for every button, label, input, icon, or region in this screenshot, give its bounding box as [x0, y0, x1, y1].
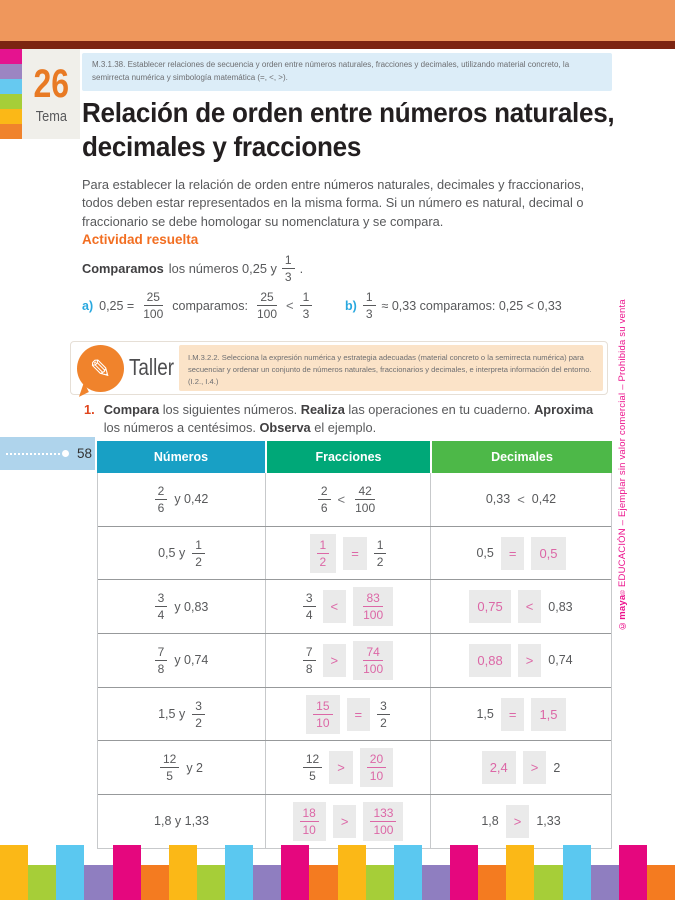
brand-name: ©maya	[617, 594, 628, 631]
table-row	[98, 527, 611, 581]
color-bar	[563, 845, 591, 900]
cell-fracciones	[265, 527, 430, 580]
color-bar	[197, 865, 225, 900]
color-bar	[141, 865, 169, 900]
fraction: $\frac{1}{2}$	[192, 539, 205, 568]
intro-paragraph: Para establecer la relación de orden entre números naturales, decimales y fraccionarios, todos deben estar representados en la misma forma. Si un número es natural, decimal o fraccionario se debe homologar su nomenclatura y se compara.	[82, 177, 585, 229]
color-bar	[591, 865, 619, 900]
solved-item-a	[82, 291, 312, 320]
fraction: $\frac{15}{10}$	[313, 700, 332, 729]
page-title	[82, 96, 614, 163]
answer-box: >	[333, 805, 357, 838]
color-square	[0, 109, 22, 124]
tema-label: Tema	[35, 107, 67, 125]
answer-box	[353, 587, 393, 626]
fraction: $\frac{1}{2}$	[374, 539, 387, 568]
fraction: $\frac{20}{10}$	[367, 753, 386, 782]
table-header-decimales: Decimales	[430, 441, 612, 473]
cell-numeros	[98, 741, 265, 794]
comparison-sign: <	[337, 491, 346, 507]
answer-box: =	[347, 698, 371, 731]
color-square	[0, 64, 22, 79]
exercise-text: Compara los siguientes números. Realiza las operaciones en tu cuaderno. Aproxima los números a centésimos. Observa el ejemplo.	[103, 402, 594, 436]
cell-text: 1,5	[476, 707, 494, 722]
cell-decimales	[430, 580, 611, 633]
cell-text: 1,5 y	[158, 707, 186, 722]
color-bar	[309, 865, 337, 900]
exercise-number: 1.	[84, 402, 95, 417]
cell-text: 0,74	[548, 653, 573, 668]
page-title-line2: decimales y fracciones	[82, 130, 362, 162]
answer-box: 1,5	[531, 698, 565, 731]
answer-box: 2,4	[482, 751, 516, 784]
lead-text: los números 0,25 y	[168, 261, 277, 276]
cell-decimales	[430, 527, 611, 580]
answer-box: <	[518, 590, 542, 623]
fraction: $\frac{12}{5}$	[160, 753, 179, 782]
table-body	[97, 473, 612, 849]
fraction: $\frac{18}{10}$	[300, 807, 319, 836]
item-a-eq: 0,25 =	[99, 298, 135, 313]
copyright-text: EDUCACIÓN – Ejemplar sin valor comercial – Prohibida su venta	[617, 299, 628, 588]
item-a-label: a)	[82, 298, 94, 313]
table-row	[98, 795, 611, 848]
item-b-rest: ≈ 0,33 comparamos: 0,25 < 0,33	[381, 298, 562, 313]
cell-fracciones	[265, 634, 430, 687]
color-bar	[338, 845, 366, 900]
decorative-bottom-bar	[0, 845, 675, 900]
answer-box	[293, 802, 326, 841]
cell-decimales	[430, 634, 611, 687]
top-banner-stripe	[0, 41, 675, 49]
copyright-sidebar	[617, 286, 628, 631]
color-square	[0, 79, 22, 94]
tema-number: 26	[33, 61, 69, 106]
cell-numeros	[98, 795, 265, 848]
color-bar	[450, 845, 478, 900]
cell-text: 1,33	[536, 814, 561, 829]
cell-numeros	[98, 634, 265, 687]
fraction: $\frac{3}{4}$	[155, 592, 168, 621]
page-number-marker	[0, 437, 95, 470]
lead-period: .	[299, 261, 304, 276]
item-a-mid: comparamos:	[172, 298, 248, 313]
cell-fracciones	[265, 688, 430, 741]
cell-numeros	[98, 688, 265, 741]
fraction: $\frac{1}{3}$	[363, 291, 376, 320]
color-bar	[394, 845, 422, 900]
table-row	[98, 634, 611, 688]
answer-box: >	[329, 751, 353, 784]
cell-text: 0,5	[476, 546, 494, 561]
cell-fracciones	[265, 580, 430, 633]
page-title-line1: Relación de orden entre números naturales,	[82, 97, 615, 128]
cell-text: y 0,83	[174, 599, 209, 614]
answer-box: <	[323, 590, 347, 623]
color-bar	[647, 865, 675, 900]
cell-numeros	[98, 580, 265, 633]
color-bar	[28, 865, 56, 900]
answer-box: =	[501, 537, 525, 570]
fraction: $\frac{25}{100}$	[257, 290, 278, 321]
fraction: $\frac{12}{5}$	[303, 753, 322, 782]
color-bar	[56, 845, 84, 900]
fraction: $\frac{3}{2}$	[192, 700, 205, 729]
tema-color-squares	[0, 49, 22, 139]
answer-box: >	[518, 644, 542, 677]
answer-box: >	[506, 805, 530, 838]
cell-decimales	[430, 795, 611, 848]
table-row	[98, 580, 611, 634]
color-bar	[225, 845, 253, 900]
comparison-sign: <	[286, 298, 294, 313]
answer-box	[353, 641, 393, 680]
cell-text: 2	[553, 760, 561, 775]
color-bar	[84, 865, 112, 900]
fraction: $\frac{1}{3}$	[300, 291, 313, 320]
answer-box: =	[343, 537, 367, 570]
color-bar	[422, 865, 450, 900]
fraction: $\frac{3}{2}$	[377, 700, 390, 729]
cell-text: y 2	[186, 760, 204, 775]
fraction: $\frac{2}{6}$	[318, 485, 331, 514]
color-square	[0, 124, 22, 139]
answer-box: >	[323, 644, 347, 677]
taller-label: Taller	[129, 354, 175, 380]
fraction: $\frac{1}{3}$	[282, 254, 295, 283]
dotted-line	[6, 453, 60, 455]
dot	[62, 450, 69, 457]
cell-fracciones	[265, 473, 430, 526]
pencil-icon: ✎	[77, 345, 124, 392]
color-bar	[366, 865, 394, 900]
fraction: $\frac{3}{4}$	[303, 592, 316, 621]
answer-box: 0,75	[469, 590, 510, 623]
table-row	[98, 473, 611, 527]
taller-standard: I.M.3.2.2. Selecciona la expresión numérica y estrategia adecuadas (material concreto o la semirrecta numérica) para secuenciar y ordenar un conjunto de números naturales, fraccionarios y decimales, e interpreta información del entorno. (I.2., I.4.)	[179, 345, 603, 391]
exercise-1	[84, 401, 616, 438]
color-bar	[0, 845, 28, 900]
cell-numeros	[98, 527, 265, 580]
answer-box: 0,5	[531, 537, 565, 570]
color-bar	[534, 865, 562, 900]
color-bar	[113, 845, 141, 900]
fraction: $\frac{83}{100}$	[363, 591, 384, 623]
comparison-sign: <	[517, 491, 525, 507]
color-bar	[478, 865, 506, 900]
table-header-row	[97, 441, 612, 473]
cell-decimales	[430, 741, 611, 794]
cell-fracciones	[265, 741, 430, 794]
cell-text: 0,83	[548, 599, 573, 614]
fraction: $\frac{7}{8}$	[155, 646, 168, 675]
taller-banner	[70, 341, 608, 395]
answer-box	[306, 695, 339, 734]
cell-text: 0,33	[485, 492, 511, 507]
answer-box: >	[523, 751, 547, 784]
cell-text: y 0,42	[174, 492, 209, 507]
cell-numeros	[98, 473, 265, 526]
cell-text: 1,8	[481, 814, 499, 829]
cell-text: 0,5 y	[158, 546, 186, 561]
color-square	[0, 49, 22, 64]
fraction: $\frac{7}{8}$	[303, 646, 316, 675]
answer-box	[360, 748, 393, 787]
answer-box	[310, 534, 337, 573]
color-bar	[281, 845, 309, 900]
table-row	[98, 688, 611, 742]
cell-decimales	[430, 473, 611, 526]
color-bar	[506, 845, 534, 900]
comparison-table	[97, 441, 612, 849]
fraction: $\frac{25}{100}$	[143, 290, 164, 321]
answer-box: 0,88	[469, 644, 510, 677]
answer-box	[363, 802, 403, 841]
color-bar	[619, 845, 647, 900]
fraction: $\frac{42}{100}$	[355, 483, 376, 515]
color-bar	[253, 865, 281, 900]
table-header-fracciones: Fracciones	[265, 441, 430, 473]
cell-text: y 0,74	[174, 653, 209, 668]
item-b-label: b)	[345, 298, 357, 313]
lead-bold: Comparamos	[82, 261, 164, 276]
curriculum-standard: M.3.1.38. Establecer relaciones de secuencia y orden entre números naturales, fracciones y decimales, utilizando material concreto, la semirrecta numérica y simbología matemática (=, <, >).	[82, 53, 612, 91]
tema-box	[22, 49, 80, 139]
answer-box: =	[501, 698, 525, 731]
color-square	[0, 94, 22, 109]
actividad-heading: Actividad resuelta	[82, 232, 199, 247]
registered-mark: ®	[619, 587, 626, 595]
fraction: $\frac{2}{6}$	[155, 485, 168, 514]
table-header-números: Números	[97, 441, 265, 473]
top-banner	[0, 0, 675, 41]
actividad-lead	[82, 254, 303, 283]
solved-examples-row	[82, 291, 616, 333]
cell-text: 0,42	[531, 492, 557, 507]
solved-item-b	[345, 291, 562, 320]
color-bar	[169, 845, 197, 900]
cell-decimales	[430, 688, 611, 741]
page-number: 58	[77, 446, 93, 461]
fraction: $\frac{1}{2}$	[317, 539, 330, 568]
cell-fracciones	[265, 795, 430, 848]
table-row	[98, 741, 611, 795]
fraction: $\frac{133}{100}$	[370, 807, 396, 836]
fraction: $\frac{74}{100}$	[363, 644, 384, 676]
cell-text: 1,8 y 1,33	[154, 814, 209, 829]
